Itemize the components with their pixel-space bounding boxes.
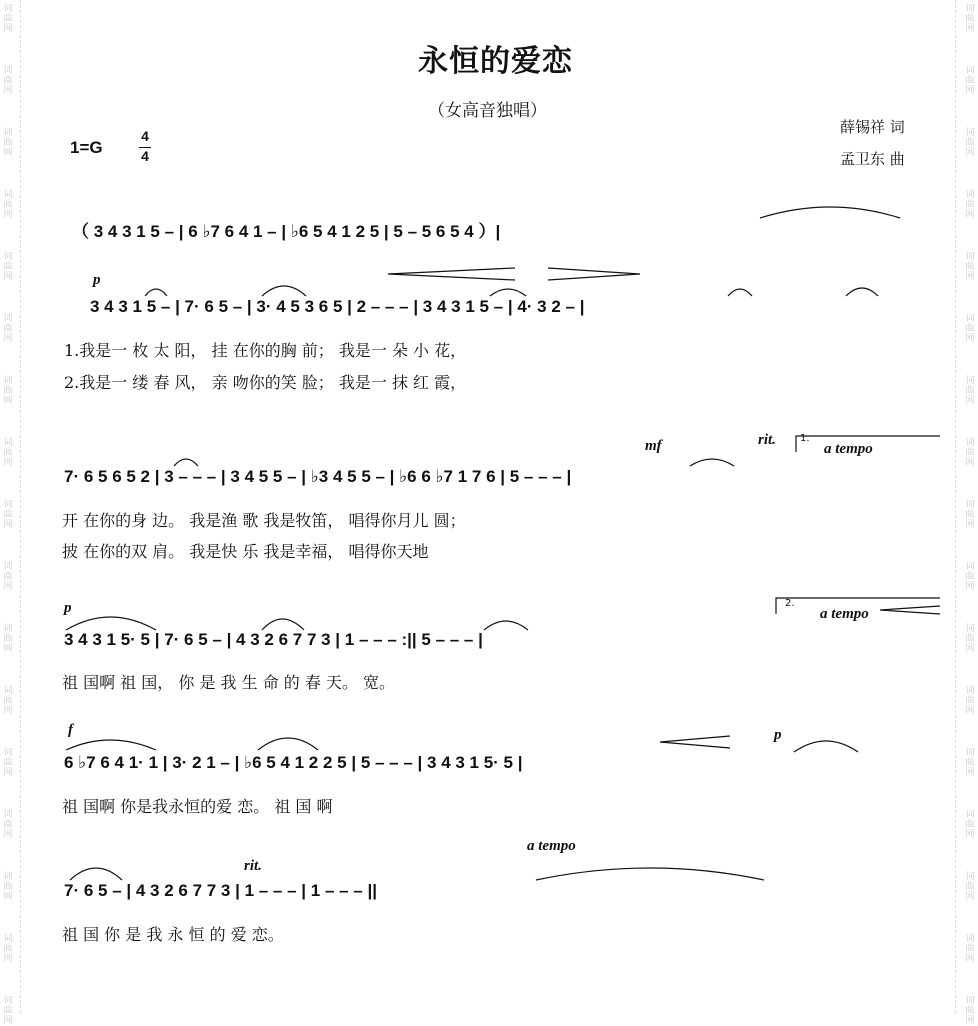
lyrics-verse-1: 开 在你的身 边。 我是渔 歌 我是牧笛， 唱得你月儿 圆； (62, 511, 466, 530)
slur (66, 740, 156, 750)
slur (262, 286, 306, 296)
watermark-text: 词 曲 网 (965, 190, 975, 220)
watermark-text: 词 曲 网 (965, 252, 975, 282)
lyricist-credit: 薛锡祥 词 (840, 118, 905, 136)
watermark-text: 词 曲 网 (965, 996, 975, 1026)
key-signature: 1=G (70, 138, 103, 157)
lyrics-verse-2: 2.我是一 缕 春 风， 亲 吻你的笑 脸； 我是一 抹 红 霞， (64, 373, 467, 392)
lyrics-verse-1: 祖 国啊 祖 国， 你 是 我 生 命 的 春 天。 宽。 (62, 673, 396, 692)
watermark-text: 词 曲 网 (3, 500, 13, 530)
watermark-text: 词 曲 网 (3, 252, 13, 282)
tempo-marking: a tempo (824, 441, 873, 457)
watermark-text: 词 曲 网 (3, 314, 13, 344)
time-signature-top: 4 (141, 128, 149, 144)
decrescendo-hairpin (880, 606, 940, 614)
watermark-text: 词 曲 网 (965, 128, 975, 158)
slur (174, 459, 198, 466)
watermark-text: 词 曲 网 (3, 748, 13, 778)
volta-bracket (796, 436, 940, 452)
notation-line-6: 7· 6 5 – | 4 3 2 6 7 7 3 | 1 – – – | 1 – – – || (64, 881, 377, 900)
watermark-text: 词 曲 网 (965, 314, 975, 344)
tempo-marking: a tempo (527, 838, 576, 854)
slur (490, 289, 526, 296)
watermark-text: 词 曲 网 (3, 934, 13, 964)
composer-credit: 孟卫东 曲 (840, 150, 905, 168)
watermark-text: 词 曲 网 (965, 66, 975, 96)
slur (536, 868, 764, 880)
watermark-text: 词 曲 网 (965, 438, 975, 468)
watermark-text: 词 曲 网 (3, 686, 13, 716)
watermark-text: 词 曲 网 (3, 624, 13, 654)
notation-line-1: （ 3 4 3 1 5 – | 6 ♭7 6 4 1 – | ♭6 5 4 1 2 5 | 5 – 5 6 5 4 ）| (72, 222, 501, 241)
watermark-text: 词 曲 网 (965, 500, 975, 530)
time-signature-bottom: 4 (141, 148, 149, 164)
lyrics-verse-2: 披 在你的双 肩。 我是快 乐 我是幸福， 唱得你天地 (62, 542, 429, 561)
dynamic-marking: mf (645, 438, 662, 454)
lyrics-verse-1: 1.我是一 枚 太 阳， 挂 在你的胸 前； 我是一 朵 小 花， (64, 341, 467, 360)
slur (258, 738, 318, 750)
song-subtitle: （女高音独唱） (428, 101, 547, 121)
lyrics-verse-1: 祖 国 你 是 我 永 恒 的 爱 恋。 (62, 925, 284, 944)
slur (484, 621, 528, 630)
watermark-text: 词 曲 网 (3, 996, 13, 1026)
notation-line-2: 3 4 3 1 5 – | 7· 6 5 – | 3· 4 5 3 6 5 | 2 – – – | 3 4 3 1 5 – | 4· 3 2 – | (90, 297, 585, 316)
watermark-text: 词 曲 网 (965, 4, 975, 34)
watermark-text: 词 曲 网 (965, 872, 975, 902)
dynamic-marking: p (93, 272, 101, 288)
slur (262, 619, 304, 630)
watermark-text: 词 曲 网 (965, 562, 975, 592)
watermark-text: 词 曲 网 (3, 872, 13, 902)
watermark-text: 词 曲 网 (965, 686, 975, 716)
notation-line-3: 7· 6 5 6 5 2 | 3 – – – | 3 4 5 5 – | ♭3 4 5 5 – | ♭6 6 ♭7 1 7 6 | 5 – – – | (64, 467, 572, 486)
slur (760, 207, 900, 218)
watermark-text: 词 曲 网 (3, 376, 13, 406)
watermark-text: 词 曲 网 (3, 438, 13, 468)
tempo-marking: rit. (244, 858, 262, 874)
watermark-text: 词 曲 网 (965, 624, 975, 654)
watermark-text: 词 曲 网 (3, 810, 13, 840)
crescendo-hairpin (660, 736, 730, 748)
song-title: 永恒的爱恋 (418, 44, 573, 79)
volta-number: 2. (785, 598, 795, 609)
lyrics-verse-1: 祖 国啊 你是我永恒的爱 恋。 祖 国 啊 (62, 797, 333, 816)
volta-bracket (776, 598, 940, 614)
slur (145, 289, 167, 296)
watermark-text: 词 曲 网 (3, 562, 13, 592)
slur (728, 289, 752, 296)
watermark-text: 词 曲 网 (3, 66, 13, 96)
slur (66, 617, 156, 630)
slur (70, 868, 122, 880)
tempo-marking: rit. (758, 432, 776, 448)
watermark-text: 词 曲 网 (3, 4, 13, 34)
decrescendo-hairpin (548, 268, 640, 280)
dynamic-marking: f (68, 722, 73, 738)
slur (846, 288, 878, 296)
notation-line-4: 3 4 3 1 5· 5 | 7· 6 5 – | 4 3 2 6 7 7 3 | 1 – – – :|| 5 – – – | (64, 630, 483, 649)
watermark-text: 词 曲 网 (3, 128, 13, 158)
dynamic-marking: p (64, 600, 72, 616)
watermark-text: 词 曲 网 (965, 376, 975, 406)
watermark-text: 词 曲 网 (3, 190, 13, 220)
watermark-text: 词 曲 网 (965, 934, 975, 964)
dynamic-marking: p (774, 727, 782, 743)
slur (794, 741, 858, 752)
notation-line-5: 6 ♭7 6 4 1· 1 | 3· 2 1 – | ♭6 5 4 1 2 2 5 | 5 – – – | 3 4 3 1 5· 5 | (64, 753, 523, 772)
slur (690, 459, 734, 466)
volta-number: 1. (800, 433, 810, 444)
crescendo-hairpin (388, 268, 515, 280)
watermark-text: 词 曲 网 (965, 748, 975, 778)
watermark-text: 词 曲 网 (965, 810, 975, 840)
tempo-marking: a tempo (820, 606, 869, 622)
